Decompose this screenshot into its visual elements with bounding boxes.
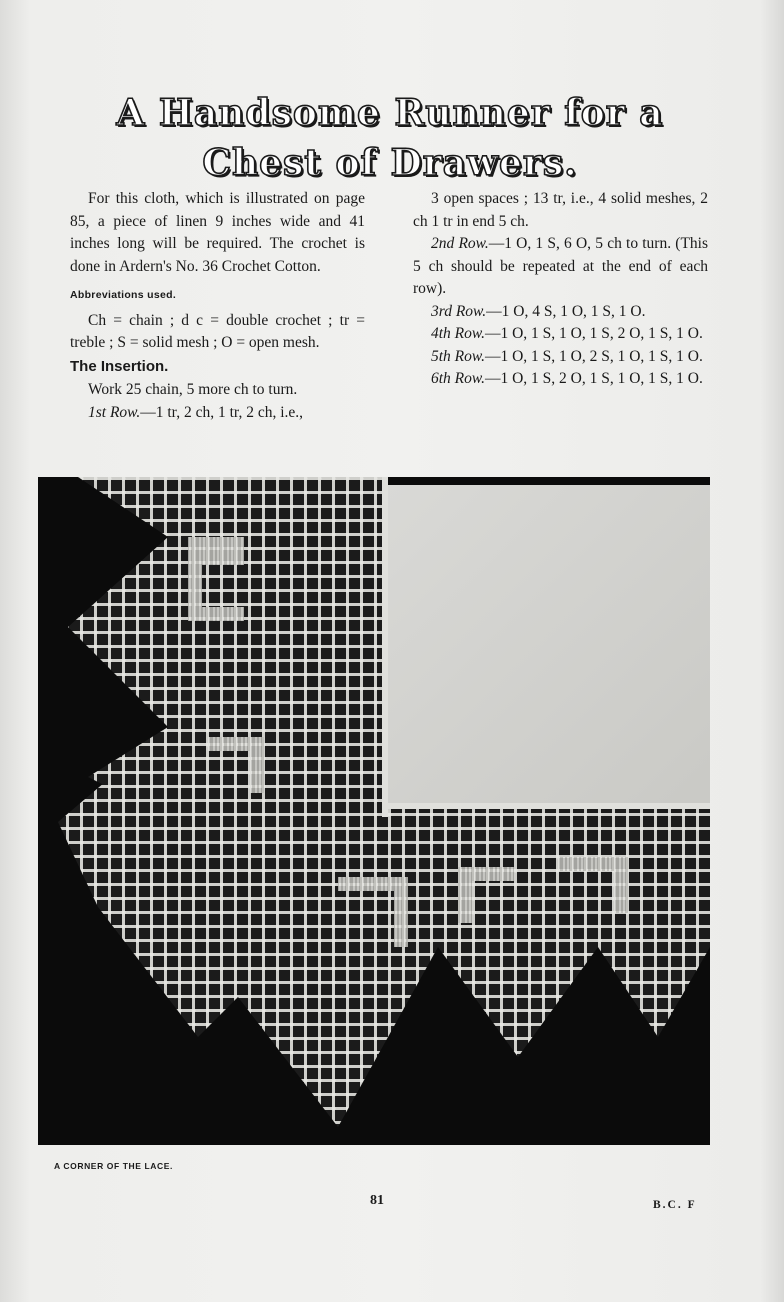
figure-caption: A CORNER OF THE LACE. bbox=[54, 1161, 174, 1171]
abbreviations-heading: Abbreviations used. bbox=[70, 289, 177, 301]
printer-signature: B.C. F bbox=[653, 1199, 697, 1211]
row-4-label: 4th Row. bbox=[431, 325, 485, 342]
row-4-text: —1 O, 1 S, 1 O, 1 S, 2 O, 1 S, 1 O. bbox=[484, 325, 703, 342]
row-3-label: 3rd Row. bbox=[431, 302, 487, 320]
row-1-label: 1st Row. bbox=[88, 403, 141, 421]
row-3-text: —1 O, 4 S, 1 O, 1 S, 1 O. bbox=[486, 302, 646, 320]
lace-illustration bbox=[38, 477, 710, 1145]
linen-cloth bbox=[386, 485, 710, 810]
intro-paragraph: For this cloth, which is illustrated on page 85, a piece of linen 9 inches wide and 41 inches long will be required. The crochet is done in Ardern's No. 36 Crochet Cotton. bbox=[70, 190, 365, 275]
row-3-paragraph bbox=[413, 301, 708, 324]
lace-corner-photo bbox=[38, 477, 710, 1145]
left-text-column bbox=[70, 188, 365, 424]
row-1-text: —1 tr, 2 ch, 1 tr, 2 ch, i.e., bbox=[140, 403, 304, 421]
row-2-text: —1 O, 1 S, 6 O, 5 ch to turn. (This 5 ch should be repeated at the end of each row). bbox=[413, 235, 709, 297]
row-5-label: 5th Row. bbox=[431, 347, 485, 365]
row-6-text: —1 O, 1 S, 2 O, 1 S, 1 O, 1 S, 1 O. bbox=[484, 370, 703, 387]
right-text-column bbox=[413, 188, 708, 391]
abbreviations-paragraph: Ch = chain ; d c = double crochet ; tr = treble ; S = solid mesh ; O = open mesh. bbox=[70, 311, 365, 351]
row-2-label: 2nd Row. bbox=[431, 235, 489, 252]
page-number: 81 bbox=[370, 1193, 384, 1208]
row-1-paragraph bbox=[70, 402, 365, 425]
row-4-paragraph bbox=[413, 323, 708, 346]
row-6-paragraph bbox=[413, 368, 708, 391]
insertion-heading: The Insertion. bbox=[70, 357, 169, 375]
row-5-text: —1 O, 1 S, 1 O, 2 S, 1 O, 1 S, 1 O. bbox=[484, 347, 703, 365]
row-2-paragraph bbox=[413, 233, 708, 301]
insertion-paragraph: Work 25 chain, 5 more ch to turn. bbox=[88, 381, 298, 398]
row-1-continued: 3 open spaces ; 13 tr, i.e., 4 solid meshes, 2 ch 1 tr in end 5 ch. bbox=[413, 190, 708, 230]
row-6-label: 6th Row. bbox=[431, 370, 485, 387]
row-5-paragraph bbox=[413, 346, 708, 369]
page-title: A Handsome Runner for a Chest of Drawers. bbox=[116, 92, 664, 184]
